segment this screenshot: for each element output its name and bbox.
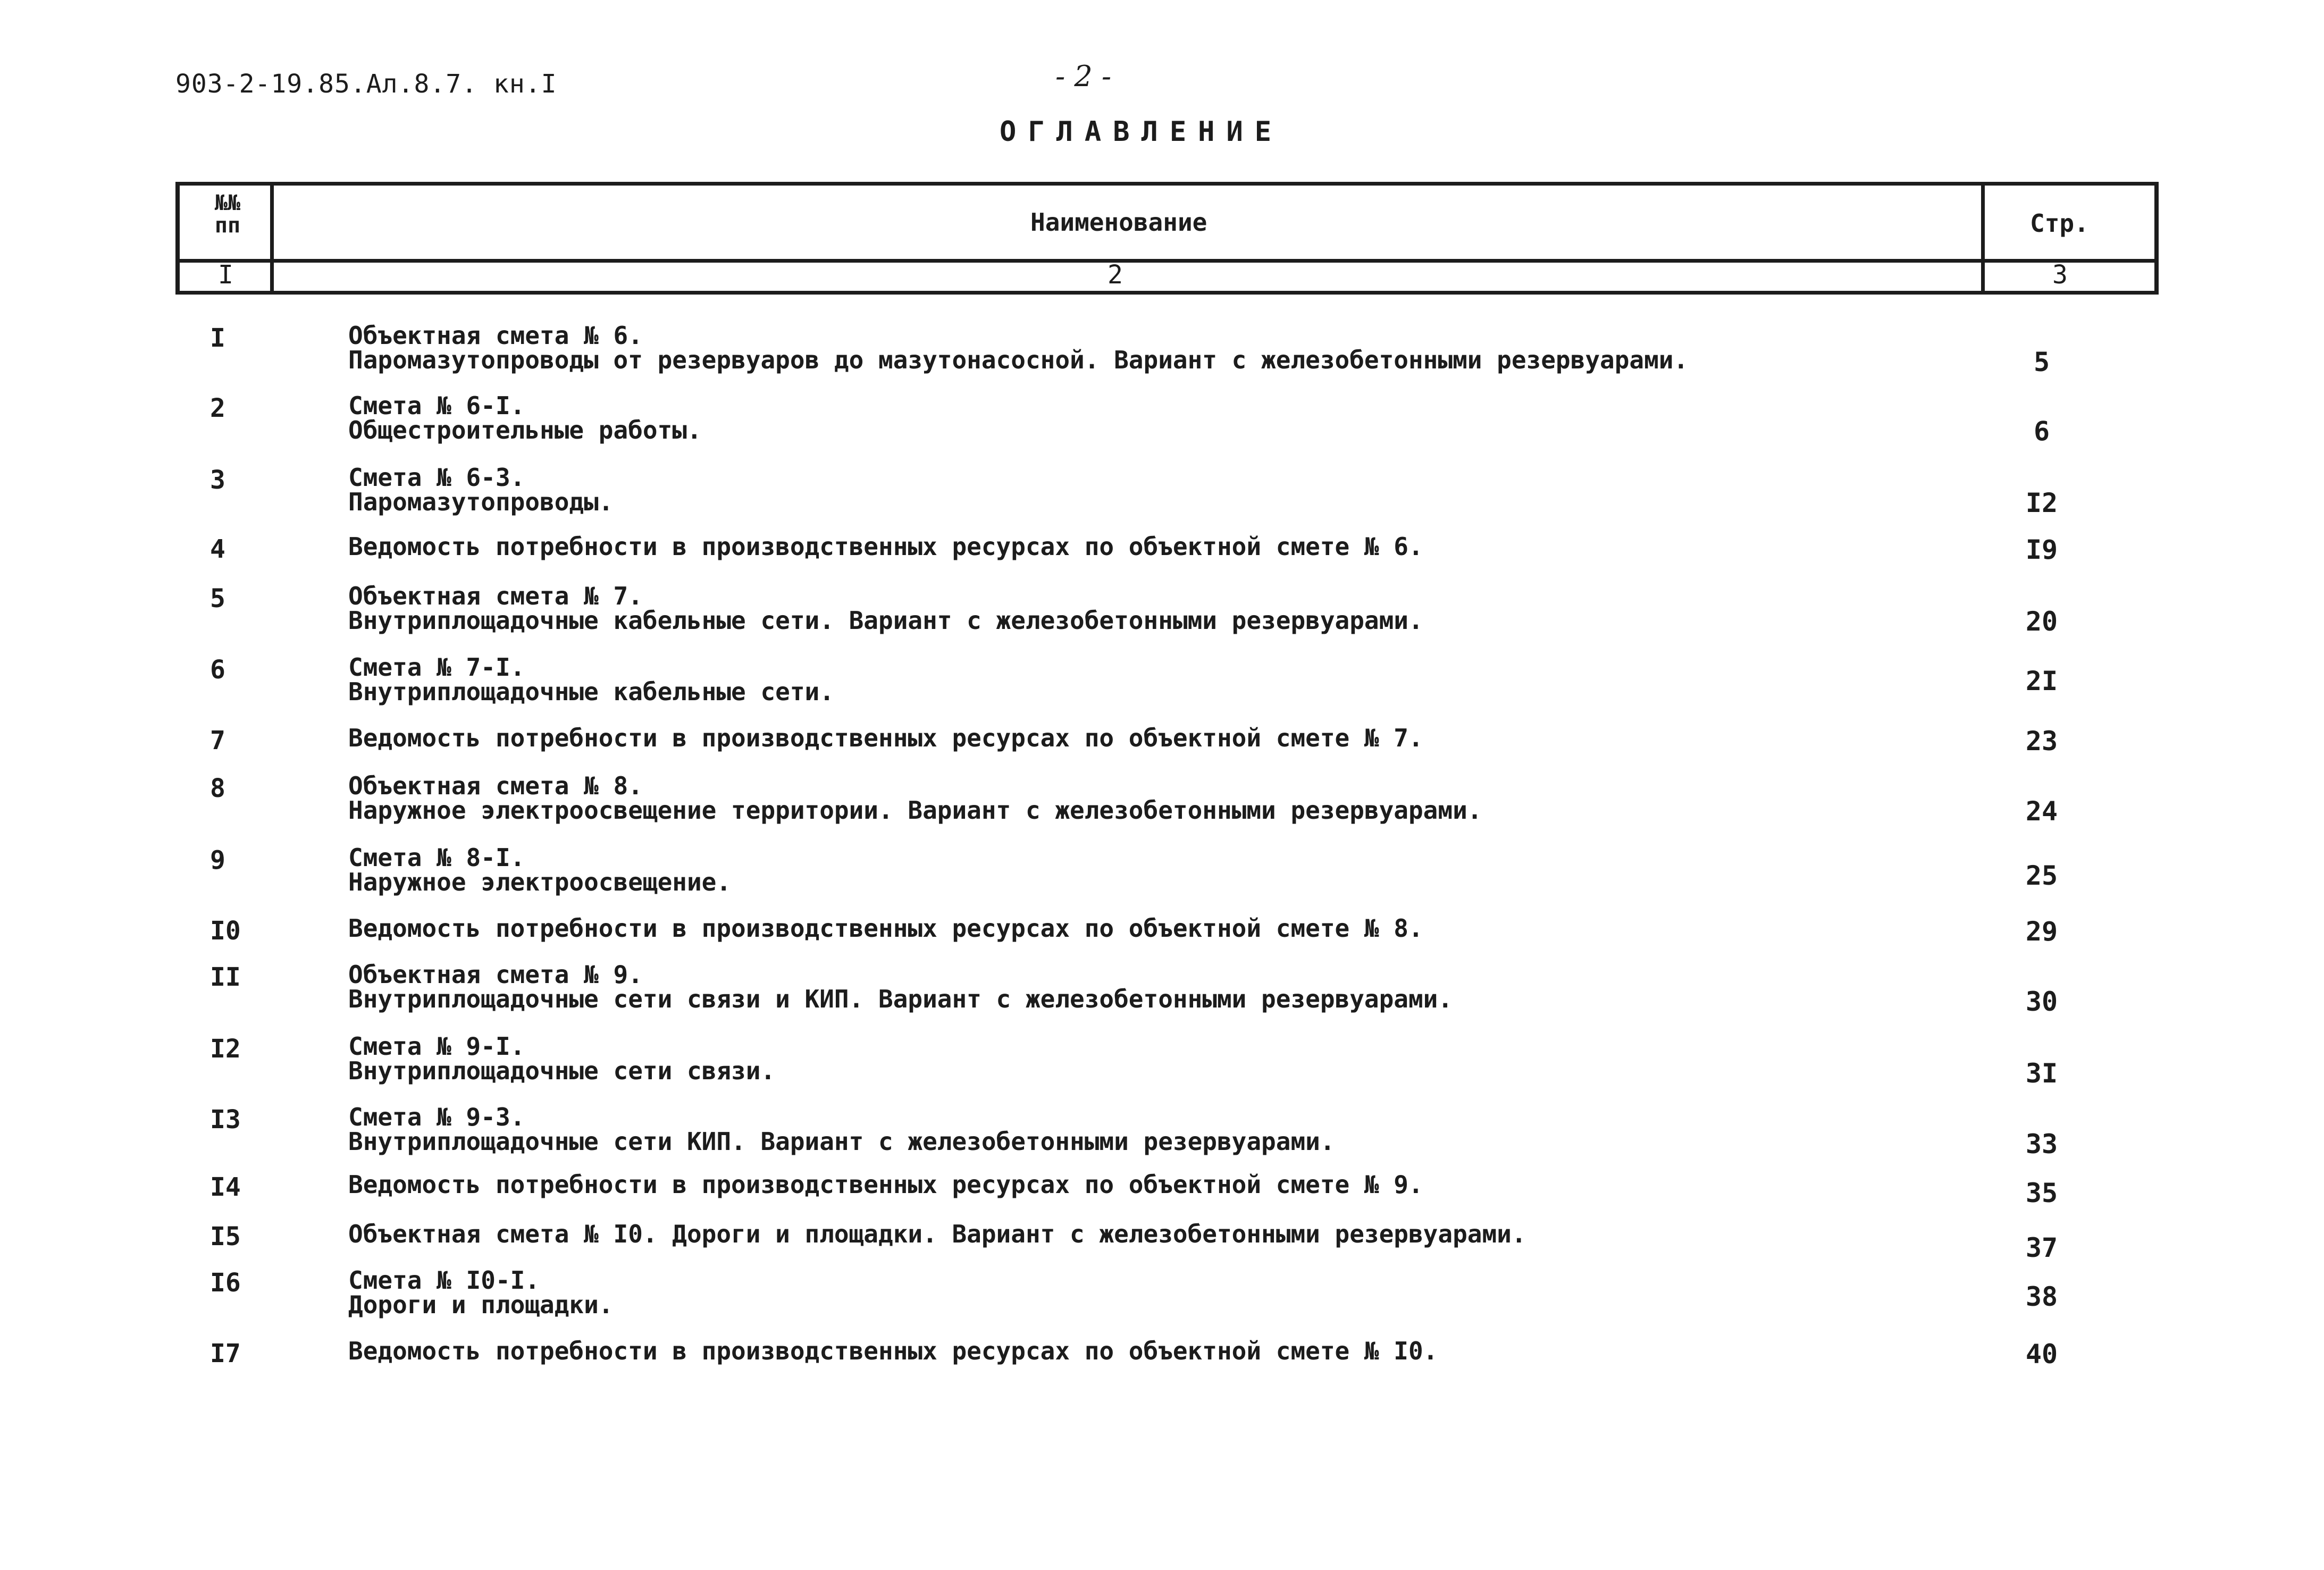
row-number: 5 [210, 584, 225, 614]
row-number: II [210, 962, 241, 992]
header-page-column: Стр. [2030, 209, 2089, 238]
row-page: 2I [2025, 666, 2058, 696]
row-title-line2: Дороги и площадки. [348, 1290, 614, 1319]
row-page: 29 [2025, 916, 2058, 947]
row-page: 30 [2025, 986, 2058, 1017]
row-number: 6 [210, 655, 225, 685]
row-title [348, 845, 731, 894]
row-title [348, 1034, 775, 1083]
row-number: I5 [210, 1222, 241, 1252]
row-title-line1: Ведомость потребности в производственных ресурсах по объектной смете № 7. [348, 724, 1423, 752]
header-num-line2: пп [214, 213, 241, 238]
row-title-line2: Паромазутопроводы от резервуаров до мазутонасосной. Вариант с железобетонными резервуарами. [348, 346, 1689, 374]
row-title-line2: Наружное электроосвещение. [348, 868, 732, 896]
page-number: - 2 - [1055, 60, 1112, 93]
row-title-line1: Ведомость потребности в производственных ресурсах по объектной смете № I0. [348, 1337, 1438, 1365]
row-number: 9 [210, 845, 225, 875]
row-number: 7 [210, 726, 225, 755]
row-page: 6 [2033, 416, 2050, 447]
row-number: I0 [210, 916, 241, 946]
row-number: 4 [210, 534, 225, 564]
row-title [348, 1105, 1335, 1154]
row-title [348, 726, 1423, 750]
row-title [348, 771, 1482, 825]
row-title [348, 584, 1423, 633]
row-title-line1: Смета № 7-I. [348, 653, 525, 682]
row-title-line2: Паромазутопроводы. [348, 488, 614, 516]
row-number: I4 [210, 1172, 241, 1202]
page-title: ОГЛАВЛЕНИЕ [1000, 116, 1283, 148]
row-title-line1: Объектная смета № 9. [348, 960, 643, 989]
row-title-line1: Смета № 9-3. [348, 1103, 525, 1131]
row-title-line1: Ведомость потребности в производственных ресурсах по объектной смете № 9. [348, 1170, 1423, 1199]
row-title-line2: Внутриплощадочные сети связи. [348, 1056, 776, 1085]
row-page: I9 [2025, 534, 2058, 565]
row-title-line1: Смета № 6-I. [348, 391, 525, 420]
row-title-line1: Ведомость потребности в производственных ресурсах по объектной смете № 6. [348, 532, 1423, 561]
row-title [348, 1268, 614, 1317]
row-title-line1: Объектная смета № 6. [348, 321, 643, 350]
row-page: 37 [2025, 1232, 2058, 1263]
row-title [348, 962, 1453, 1011]
row-title [348, 916, 1423, 941]
header-name-column: Наименование [1030, 208, 1207, 237]
row-title-line2: Внутриплощадочные сети связи и КИП. Вариант с железобетонными резервуарами. [348, 985, 1453, 1013]
row-title-line1: Смета № I0-I. [348, 1266, 540, 1295]
header-num-line1: №№ [214, 191, 241, 215]
row-title-line2: Внутриплощадочные сети КИП. Вариант с железобетонными резервуарами. [348, 1127, 1335, 1156]
row-number: I2 [210, 1034, 241, 1064]
row-title-line1: Объектная смета № 8. [348, 771, 643, 800]
toc-header-table [175, 182, 2159, 295]
row-title-line2: Наружное электроосвещение территории. Вариант с железобетонными резервуарами. [348, 796, 1482, 825]
row-page: 3I [2025, 1058, 2058, 1089]
row-title-line2: Внутриплощадочные кабельные сети. [348, 677, 834, 706]
column-divider [270, 186, 274, 291]
row-number: I [210, 323, 225, 353]
header-index-2: 2 [1108, 260, 1123, 290]
row-number: I6 [210, 1268, 241, 1298]
row-title-line2: Внутриплощадочные кабельные сети. Вариант с железобетонными резервуарами. [348, 606, 1423, 635]
row-title-line1: Ведомость потребности в производственных ресурсах по объектной смете № 8. [348, 914, 1423, 943]
row-title-line1: Объектная смета № I0. Дороги и площадки. Вариант с железобетонными резервуарами. [348, 1220, 1526, 1248]
row-page: 35 [2025, 1178, 2058, 1208]
row-page: 25 [2025, 860, 2058, 891]
row-title [348, 323, 1688, 372]
row-title-line2: Общестроительные работы. [348, 416, 702, 444]
header-num-column [204, 192, 251, 237]
row-page: 5 [2033, 347, 2050, 377]
row-number: 3 [210, 465, 225, 495]
header-index-3: 3 [2052, 260, 2068, 290]
header-index-1: I [218, 260, 233, 290]
document-code: 903-2-19.85.Ал.8.7. кн.I [175, 69, 557, 99]
row-title [348, 1222, 1526, 1246]
row-title [348, 534, 1423, 559]
row-number: 2 [210, 393, 225, 423]
row-title-line1: Объектная смета № 7. [348, 582, 643, 610]
row-title [348, 655, 834, 704]
row-page: 33 [2025, 1129, 2058, 1160]
row-number: 8 [210, 774, 225, 803]
row-title-line1: Смета № 8-I. [348, 843, 525, 872]
row-title [348, 393, 702, 442]
row-page: 40 [2025, 1339, 2058, 1370]
row-page: 23 [2025, 726, 2058, 757]
row-title-line1: Смета № 9-I. [348, 1032, 525, 1061]
row-title [348, 465, 614, 514]
row-page: 24 [2025, 796, 2058, 827]
row-page: 38 [2025, 1281, 2058, 1312]
row-page: 20 [2025, 606, 2058, 637]
row-title-line1: Смета № 6-3. [348, 463, 525, 492]
row-number: I7 [210, 1339, 241, 1368]
row-page: I2 [2025, 488, 2058, 518]
row-number: I3 [210, 1105, 241, 1135]
row-title [348, 1172, 1423, 1197]
row-title [348, 1339, 1438, 1363]
column-divider [1981, 186, 1985, 291]
